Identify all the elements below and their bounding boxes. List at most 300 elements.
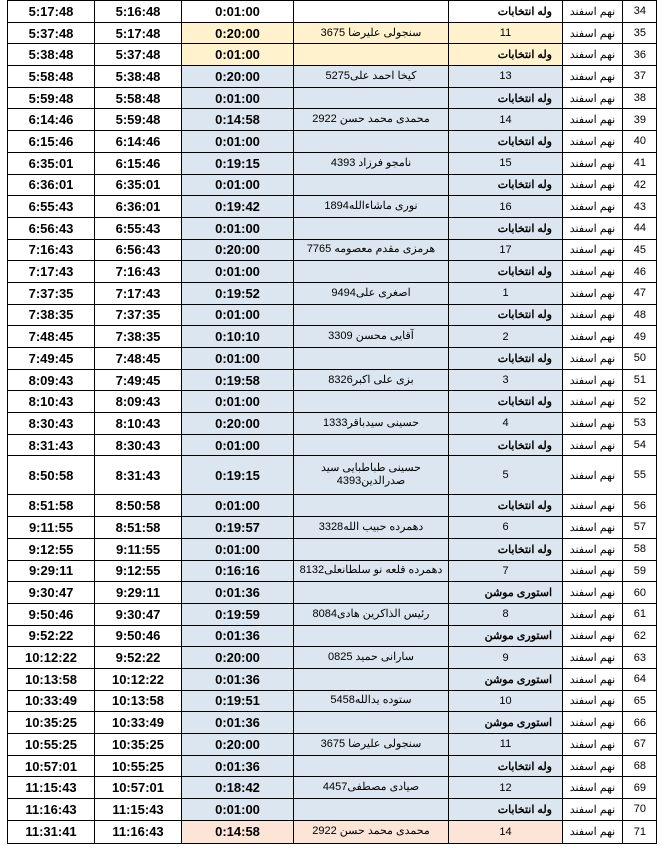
- table-row: [8, 239, 657, 261]
- duration-cell: 0:20:00: [182, 413, 294, 435]
- program-code-cell: وله انتخابات: [449, 44, 563, 66]
- end-time-cell: 8:31:43: [8, 434, 95, 456]
- duration-cell: 0:20:00: [182, 734, 294, 756]
- table-row: [8, 456, 657, 495]
- row-index-cell: 50: [623, 348, 657, 370]
- start-time-cell: 11:15:43: [95, 799, 182, 821]
- row-index-cell: 63: [623, 647, 657, 669]
- duration-cell: 0:01:00: [182, 348, 294, 370]
- table-row: [8, 391, 657, 413]
- day-cell: نهم اسفند: [563, 668, 623, 690]
- candidate-name-cell: صیادی مصطفی4457: [294, 777, 449, 799]
- day-cell: نهم اسفند: [563, 282, 623, 304]
- duration-cell: 0:01:00: [182, 304, 294, 326]
- row-index-cell: 51: [623, 369, 657, 391]
- table-row: [8, 668, 657, 690]
- duration-cell: 0:01:00: [182, 538, 294, 560]
- duration-cell: 0:19:15: [182, 456, 294, 495]
- duration-cell: 0:20:00: [182, 66, 294, 88]
- start-time-cell: 5:16:48: [95, 1, 182, 23]
- table-row: [8, 304, 657, 326]
- duration-cell: 0:20:00: [182, 239, 294, 261]
- program-code-cell: 2: [449, 326, 563, 348]
- start-time-cell: 10:12:22: [95, 668, 182, 690]
- candidate-name-cell: [294, 87, 449, 109]
- row-index-cell: 45: [623, 239, 657, 261]
- duration-cell: 0:01:36: [182, 625, 294, 647]
- day-cell: نهم اسفند: [563, 196, 623, 218]
- start-time-cell: 9:11:55: [95, 538, 182, 560]
- duration-cell: 0:19:57: [182, 517, 294, 539]
- candidate-name-cell: کیخا احمد علی5275: [294, 66, 449, 88]
- table-row: [8, 560, 657, 582]
- day-cell: نهم اسفند: [563, 456, 623, 495]
- start-time-cell: 7:17:43: [95, 282, 182, 304]
- duration-cell: 0:19:51: [182, 690, 294, 712]
- start-time-cell: 6:15:46: [95, 152, 182, 174]
- program-code-cell: استوری موشن: [449, 625, 563, 647]
- start-time-cell: 5:17:48: [95, 22, 182, 44]
- candidate-name-cell: دهمرده حبیب الله3328: [294, 517, 449, 539]
- day-cell: نهم اسفند: [563, 66, 623, 88]
- row-index-cell: 71: [623, 820, 657, 843]
- end-time-cell: 10:12:22: [8, 647, 95, 669]
- end-time-cell: 7:17:43: [8, 261, 95, 283]
- program-code-cell: وله انتخابات: [449, 391, 563, 413]
- day-cell: نهم اسفند: [563, 131, 623, 153]
- end-time-cell: 6:55:43: [8, 196, 95, 218]
- table-row: [8, 22, 657, 44]
- end-time-cell: 10:33:49: [8, 690, 95, 712]
- duration-cell: 0:20:00: [182, 647, 294, 669]
- duration-cell: 0:01:00: [182, 217, 294, 239]
- candidate-name-cell: آقایی محسن 3309: [294, 326, 449, 348]
- start-time-cell: 10:35:25: [95, 734, 182, 756]
- start-time-cell: 8:50:58: [95, 495, 182, 517]
- program-code-cell: وله انتخابات: [449, 87, 563, 109]
- day-cell: نهم اسفند: [563, 777, 623, 799]
- program-code-cell: 7: [449, 560, 563, 582]
- row-index-cell: 38: [623, 87, 657, 109]
- end-time-cell: 11:31:41: [8, 820, 95, 843]
- end-time-cell: 5:59:48: [8, 87, 95, 109]
- candidate-name-cell: نوری ماشاءالله1894: [294, 196, 449, 218]
- start-time-cell: 9:30:47: [95, 603, 182, 625]
- duration-cell: 0:19:59: [182, 603, 294, 625]
- table-row: [8, 152, 657, 174]
- duration-cell: 0:10:10: [182, 326, 294, 348]
- row-index-cell: 64: [623, 668, 657, 690]
- program-code-cell: 13: [449, 66, 563, 88]
- row-index-cell: 44: [623, 217, 657, 239]
- start-time-cell: 6:55:43: [95, 217, 182, 239]
- row-index-cell: 48: [623, 304, 657, 326]
- row-index-cell: 41: [623, 152, 657, 174]
- program-code-cell: وله انتخابات: [449, 1, 563, 23]
- candidate-name-cell: سارانی حمید 0825: [294, 647, 449, 669]
- table-row: [8, 517, 657, 539]
- row-index-cell: 67: [623, 734, 657, 756]
- candidate-name-cell: ستوده یدالله5458: [294, 690, 449, 712]
- row-index-cell: 39: [623, 109, 657, 131]
- start-time-cell: 9:50:46: [95, 625, 182, 647]
- candidate-name-cell: بزی علی اکبر8326: [294, 369, 449, 391]
- candidate-name-cell: [294, 131, 449, 153]
- day-cell: نهم اسفند: [563, 625, 623, 647]
- candidate-name-cell: [294, 304, 449, 326]
- candidate-name-cell: محمدی محمد حسن 2922: [294, 109, 449, 131]
- candidate-name-cell: [294, 174, 449, 196]
- row-index-cell: 46: [623, 261, 657, 283]
- start-time-cell: 7:38:35: [95, 326, 182, 348]
- candidate-name-cell: اصغری علی9494: [294, 282, 449, 304]
- candidate-name-cell: [294, 755, 449, 777]
- row-index-cell: 70: [623, 799, 657, 821]
- program-code-cell: وله انتخابات: [449, 304, 563, 326]
- program-code-cell: وله انتخابات: [449, 755, 563, 777]
- day-cell: نهم اسفند: [563, 109, 623, 131]
- duration-cell: 0:01:00: [182, 391, 294, 413]
- end-time-cell: 10:57:01: [8, 755, 95, 777]
- end-time-cell: 9:30:47: [8, 582, 95, 604]
- row-index-cell: 68: [623, 755, 657, 777]
- duration-cell: 0:01:36: [182, 668, 294, 690]
- end-time-cell: 5:58:48: [8, 66, 95, 88]
- start-time-cell: 9:12:55: [95, 560, 182, 582]
- program-code-cell: 14: [449, 820, 563, 843]
- candidate-name-cell: سنجولی علیرضا 3675: [294, 734, 449, 756]
- program-code-cell: 5: [449, 456, 563, 495]
- table-row: [8, 495, 657, 517]
- day-cell: نهم اسفند: [563, 517, 623, 539]
- start-time-cell: 8:30:43: [95, 434, 182, 456]
- start-time-cell: 5:58:48: [95, 87, 182, 109]
- candidate-name-cell: [294, 217, 449, 239]
- day-cell: نهم اسفند: [563, 44, 623, 66]
- table-row: [8, 820, 657, 843]
- end-time-cell: 9:29:11: [8, 560, 95, 582]
- table-row: [8, 434, 657, 456]
- program-code-cell: وله انتخابات: [449, 538, 563, 560]
- start-time-cell: 11:16:43: [95, 820, 182, 843]
- table-row: [8, 326, 657, 348]
- row-index-cell: 43: [623, 196, 657, 218]
- start-time-cell: 5:38:48: [95, 66, 182, 88]
- row-index-cell: 65: [623, 690, 657, 712]
- start-time-cell: 8:51:58: [95, 517, 182, 539]
- candidate-name-cell: [294, 391, 449, 413]
- schedule-rows: [8, 1, 657, 844]
- table-row: [8, 261, 657, 283]
- duration-cell: 0:01:00: [182, 87, 294, 109]
- program-code-cell: 3: [449, 369, 563, 391]
- start-time-cell: 8:10:43: [95, 413, 182, 435]
- day-cell: نهم اسفند: [563, 434, 623, 456]
- duration-cell: 0:20:00: [182, 22, 294, 44]
- row-index-cell: 66: [623, 712, 657, 734]
- end-time-cell: 8:51:58: [8, 495, 95, 517]
- end-time-cell: 7:16:43: [8, 239, 95, 261]
- duration-cell: 0:01:00: [182, 799, 294, 821]
- program-code-cell: وله انتخابات: [449, 495, 563, 517]
- end-time-cell: 5:37:48: [8, 22, 95, 44]
- start-time-cell: 9:29:11: [95, 582, 182, 604]
- row-index-cell: 62: [623, 625, 657, 647]
- end-time-cell: 7:48:45: [8, 326, 95, 348]
- candidate-name-cell: دهمرده قلعه نو سلطانعلی8132: [294, 560, 449, 582]
- candidate-name-cell: هرمزی مقدم معصومه 7765: [294, 239, 449, 261]
- day-cell: نهم اسفند: [563, 1, 623, 23]
- end-time-cell: 6:35:01: [8, 152, 95, 174]
- candidate-name-cell: سنجولی علیرضا 3675: [294, 22, 449, 44]
- start-time-cell: 7:16:43: [95, 261, 182, 283]
- program-code-cell: وله انتخابات: [449, 174, 563, 196]
- day-cell: نهم اسفند: [563, 413, 623, 435]
- row-index-cell: 36: [623, 44, 657, 66]
- program-code-cell: وله انتخابات: [449, 799, 563, 821]
- table-row: [8, 734, 657, 756]
- end-time-cell: 10:13:58: [8, 668, 95, 690]
- day-cell: نهم اسفند: [563, 152, 623, 174]
- end-time-cell: 6:56:43: [8, 217, 95, 239]
- start-time-cell: 10:13:58: [95, 690, 182, 712]
- table-row: [8, 625, 657, 647]
- candidate-name-cell: [294, 495, 449, 517]
- day-cell: نهم اسفند: [563, 22, 623, 44]
- day-cell: نهم اسفند: [563, 799, 623, 821]
- day-cell: نهم اسفند: [563, 647, 623, 669]
- schedule-sheet: [7, 0, 656, 844]
- table-row: [8, 369, 657, 391]
- day-cell: نهم اسفند: [563, 261, 623, 283]
- row-index-cell: 54: [623, 434, 657, 456]
- candidate-name-cell: [294, 44, 449, 66]
- duration-cell: 0:01:00: [182, 174, 294, 196]
- end-time-cell: 9:52:22: [8, 625, 95, 647]
- table-row: [8, 582, 657, 604]
- candidate-name-cell: [294, 261, 449, 283]
- day-cell: نهم اسفند: [563, 304, 623, 326]
- start-time-cell: 7:48:45: [95, 348, 182, 370]
- duration-cell: 0:01:00: [182, 495, 294, 517]
- duration-cell: 0:01:00: [182, 261, 294, 283]
- candidate-name-cell: [294, 348, 449, 370]
- day-cell: نهم اسفند: [563, 174, 623, 196]
- row-index-cell: 69: [623, 777, 657, 799]
- program-code-cell: 4: [449, 413, 563, 435]
- end-time-cell: 7:37:35: [8, 282, 95, 304]
- day-cell: نهم اسفند: [563, 560, 623, 582]
- row-index-cell: 35: [623, 22, 657, 44]
- schedule-table: [7, 0, 657, 844]
- table-row: [8, 109, 657, 131]
- start-time-cell: 5:59:48: [95, 109, 182, 131]
- day-cell: نهم اسفند: [563, 690, 623, 712]
- program-code-cell: 17: [449, 239, 563, 261]
- candidate-name-cell: [294, 434, 449, 456]
- day-cell: نهم اسفند: [563, 326, 623, 348]
- table-row: [8, 690, 657, 712]
- day-cell: نهم اسفند: [563, 538, 623, 560]
- table-row: [8, 174, 657, 196]
- end-time-cell: 10:35:25: [8, 712, 95, 734]
- start-time-cell: 8:31:43: [95, 456, 182, 495]
- end-time-cell: 6:36:01: [8, 174, 95, 196]
- day-cell: نهم اسفند: [563, 369, 623, 391]
- day-cell: نهم اسفند: [563, 712, 623, 734]
- end-time-cell: 7:38:35: [8, 304, 95, 326]
- row-index-cell: 55: [623, 456, 657, 495]
- program-code-cell: وله انتخابات: [449, 131, 563, 153]
- table-row: [8, 131, 657, 153]
- program-code-cell: 10: [449, 690, 563, 712]
- row-index-cell: 59: [623, 560, 657, 582]
- row-index-cell: 57: [623, 517, 657, 539]
- table-row: [8, 217, 657, 239]
- duration-cell: 0:14:58: [182, 109, 294, 131]
- end-time-cell: 6:14:46: [8, 109, 95, 131]
- end-time-cell: 11:15:43: [8, 777, 95, 799]
- program-code-cell: وله انتخابات: [449, 348, 563, 370]
- program-code-cell: 11: [449, 22, 563, 44]
- row-index-cell: 61: [623, 603, 657, 625]
- end-time-cell: 6:15:46: [8, 131, 95, 153]
- table-row: [8, 282, 657, 304]
- program-code-cell: وله انتخابات: [449, 434, 563, 456]
- row-index-cell: 52: [623, 391, 657, 413]
- candidate-name-cell: حسینی طباطبایی سید صدرالدین4393: [294, 456, 449, 495]
- table-row: [8, 348, 657, 370]
- day-cell: نهم اسفند: [563, 755, 623, 777]
- duration-cell: 0:14:58: [182, 820, 294, 843]
- day-cell: نهم اسفند: [563, 495, 623, 517]
- end-time-cell: 8:50:58: [8, 456, 95, 495]
- table-row: [8, 712, 657, 734]
- duration-cell: 0:01:00: [182, 1, 294, 23]
- end-time-cell: 8:09:43: [8, 369, 95, 391]
- start-time-cell: 6:14:46: [95, 131, 182, 153]
- program-code-cell: 1: [449, 282, 563, 304]
- end-time-cell: 5:38:48: [8, 44, 95, 66]
- duration-cell: 0:16:16: [182, 560, 294, 582]
- table-row: [8, 66, 657, 88]
- end-time-cell: 9:50:46: [8, 603, 95, 625]
- row-index-cell: 58: [623, 538, 657, 560]
- start-time-cell: 6:56:43: [95, 239, 182, 261]
- day-cell: نهم اسفند: [563, 217, 623, 239]
- end-time-cell: 8:30:43: [8, 413, 95, 435]
- candidate-name-cell: [294, 668, 449, 690]
- duration-cell: 0:01:36: [182, 712, 294, 734]
- duration-cell: 0:18:42: [182, 777, 294, 799]
- table-row: [8, 196, 657, 218]
- end-time-cell: 9:11:55: [8, 517, 95, 539]
- end-time-cell: 10:55:25: [8, 734, 95, 756]
- end-time-cell: 7:49:45: [8, 348, 95, 370]
- start-time-cell: 10:55:25: [95, 755, 182, 777]
- row-index-cell: 47: [623, 282, 657, 304]
- start-time-cell: 9:52:22: [95, 647, 182, 669]
- candidate-name-cell: [294, 799, 449, 821]
- day-cell: نهم اسفند: [563, 348, 623, 370]
- program-code-cell: 14: [449, 109, 563, 131]
- program-code-cell: 16: [449, 196, 563, 218]
- program-code-cell: وله انتخابات: [449, 261, 563, 283]
- start-time-cell: 5:37:48: [95, 44, 182, 66]
- end-time-cell: 11:16:43: [8, 799, 95, 821]
- day-cell: نهم اسفند: [563, 582, 623, 604]
- table-row: [8, 647, 657, 669]
- duration-cell: 0:01:00: [182, 44, 294, 66]
- duration-cell: 0:19:42: [182, 196, 294, 218]
- program-code-cell: 9: [449, 647, 563, 669]
- row-index-cell: 53: [623, 413, 657, 435]
- end-time-cell: 8:10:43: [8, 391, 95, 413]
- table-row: [8, 413, 657, 435]
- program-code-cell: 11: [449, 734, 563, 756]
- start-time-cell: 10:57:01: [95, 777, 182, 799]
- day-cell: نهم اسفند: [563, 603, 623, 625]
- row-index-cell: 42: [623, 174, 657, 196]
- program-code-cell: 8: [449, 603, 563, 625]
- day-cell: نهم اسفند: [563, 820, 623, 843]
- program-code-cell: استوری موشن: [449, 582, 563, 604]
- duration-cell: 0:19:52: [182, 282, 294, 304]
- duration-cell: 0:19:58: [182, 369, 294, 391]
- candidate-name-cell: [294, 1, 449, 23]
- row-index-cell: 56: [623, 495, 657, 517]
- program-code-cell: وله انتخابات: [449, 217, 563, 239]
- start-time-cell: 10:33:49: [95, 712, 182, 734]
- candidate-name-cell: نامجو فرزاد 4393: [294, 152, 449, 174]
- duration-cell: 0:19:15: [182, 152, 294, 174]
- candidate-name-cell: [294, 582, 449, 604]
- duration-cell: 0:01:00: [182, 131, 294, 153]
- day-cell: نهم اسفند: [563, 734, 623, 756]
- duration-cell: 0:01:36: [182, 582, 294, 604]
- start-time-cell: 7:37:35: [95, 304, 182, 326]
- program-code-cell: 12: [449, 777, 563, 799]
- duration-cell: 0:01:36: [182, 755, 294, 777]
- day-cell: نهم اسفند: [563, 239, 623, 261]
- candidate-name-cell: [294, 538, 449, 560]
- candidate-name-cell: حسینی سیدباقر1333: [294, 413, 449, 435]
- program-code-cell: 6: [449, 517, 563, 539]
- end-time-cell: 5:17:48: [8, 1, 95, 23]
- table-row: [8, 777, 657, 799]
- row-index-cell: 49: [623, 326, 657, 348]
- start-time-cell: 6:36:01: [95, 196, 182, 218]
- program-code-cell: استوری موشن: [449, 668, 563, 690]
- end-time-cell: 9:12:55: [8, 538, 95, 560]
- table-row: [8, 755, 657, 777]
- start-time-cell: 6:35:01: [95, 174, 182, 196]
- program-code-cell: استوری موشن: [449, 712, 563, 734]
- table-row: [8, 44, 657, 66]
- row-index-cell: 60: [623, 582, 657, 604]
- row-index-cell: 34: [623, 1, 657, 23]
- table-row: [8, 87, 657, 109]
- table-row: [8, 538, 657, 560]
- table-row: [8, 603, 657, 625]
- day-cell: نهم اسفند: [563, 391, 623, 413]
- candidate-name-cell: [294, 712, 449, 734]
- row-index-cell: 37: [623, 66, 657, 88]
- start-time-cell: 8:09:43: [95, 391, 182, 413]
- table-row: [8, 799, 657, 821]
- table-row: [8, 1, 657, 23]
- duration-cell: 0:01:00: [182, 434, 294, 456]
